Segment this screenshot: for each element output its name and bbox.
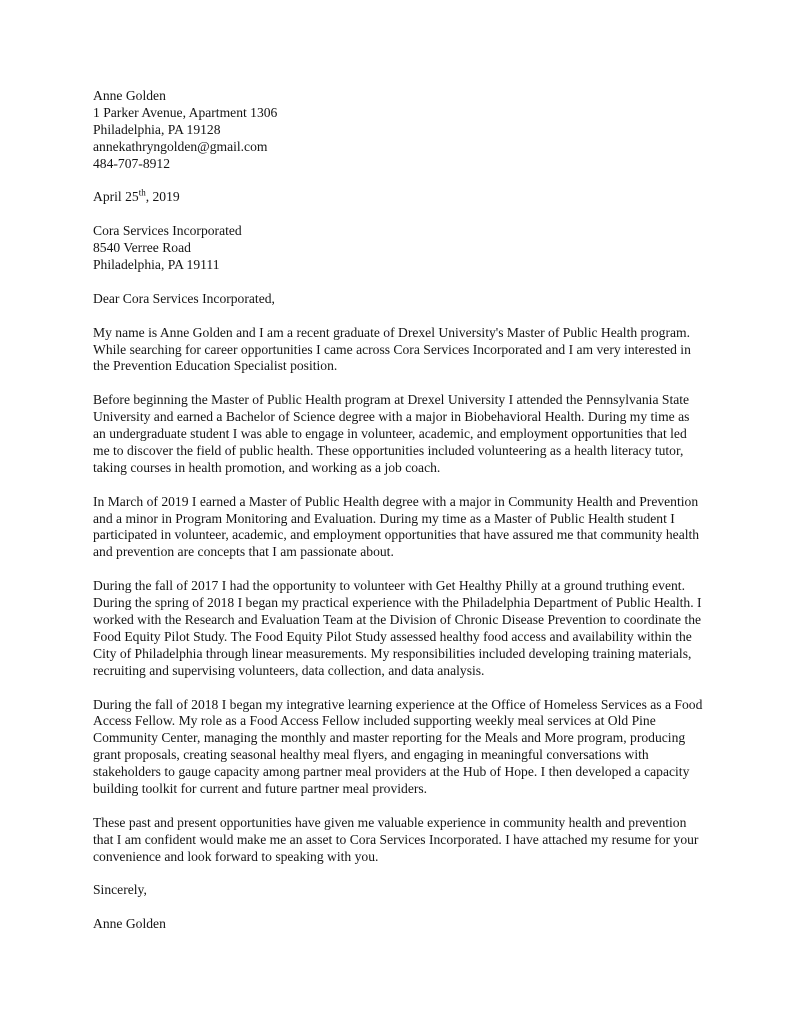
paragraph-fellowship: During the fall of 2018 I began my integrative learning experience at the Office of Homeless Services as a Food Access Fellow. My role as a Food Access Fellow included supporting weekly meal services at Old Pine Community Center, managing the monthly and master reporting for the Meals and More program, producing grant proposals, creating seasonal healthy meal flyers, and engaging in meaningful conversations with stakeholders to gauge capacity among partner meal providers at the Hub of Hope. I then developed a capacity building toolkit for current and future partner meal providers. (93, 696, 703, 797)
sender-address-line2: Philadelphia, PA 19128 (93, 121, 221, 137)
date-suffix: , 2019 (145, 189, 180, 205)
recipient-block (93, 223, 705, 274)
signature: Anne Golden (93, 916, 166, 932)
sender-phone: 484-707-8912 (93, 155, 171, 171)
paragraph-practical-experience: During the fall of 2017 I had the opportunity to volunteer with Get Healthy Philly at a ground truthing event. During the spring of 2018 I began my practical experience with the Philadelphia Department of Public Health. I worked with the Research and Evaluation Team at the Division of Chronic Disease Prevention to coordinate the Food Equity Pilot Study. The Food Equity Pilot Study assessed healthy food access and availability within the City of Philadelphia through linear measurements. My responsibilities included developing training materials, recruiting and supervising volunteers, data collection, and data analysis. (93, 578, 702, 678)
recipient-address-line1: 8540 Verree Road (93, 240, 191, 256)
paragraph-closing-summary: These past and present opportunities have given me valuable experience in community health and prevention that I am confident would make me an asset to Cora Services Incorporated. I have attached my resume for your convenience and look forward to speaking with you. (93, 814, 699, 864)
date-ordinal-superscript: th (138, 187, 146, 198)
sender-block (93, 88, 705, 173)
sender-email: annekathryngolden@gmail.com (93, 138, 268, 154)
paragraph-intro: My name is Anne Golden and I am a recent graduate of Drexel University's Master of Public Health program. While searching for career opportunities I came across Cora Services Incorporated and I am very interested in the Prevention Education Specialist position. (93, 324, 691, 374)
paragraph-undergrad: Before beginning the Master of Public Health program at Drexel University I attended the Pennsylvania State University and earned a Bachelor of Science degree with a major in Biobehavioral Health. During my time as an undergraduate student I was able to engage in volunteer, academic, and employment opportunities that led me to discover the field of public health. These opportunities included volunteering as a health literacy tutor, taking courses in health promotion, and working as a job coach. (93, 392, 690, 475)
recipient-address-line2: Philadelphia, PA 19111 (93, 257, 220, 273)
date-prefix: April 25 (93, 189, 139, 205)
salutation: Dear Cora Services Incorporated, (93, 290, 275, 306)
paragraph-masters: In March of 2019 I earned a Master of Public Health degree with a major in Community Health and Prevention and a minor in Program Monitoring and Evaluation. During my time as a Master of Public Health student I participated in volunteer, academic, and employment opportunities that have assured me that community health and prevention are concepts that I am passionate about. (93, 493, 700, 560)
date-line (93, 189, 705, 206)
letter-body (93, 88, 705, 933)
closing: Sincerely, (93, 882, 147, 898)
recipient-name: Cora Services Incorporated (93, 223, 242, 239)
sender-name: Anne Golden (93, 88, 166, 103)
sender-address-line1: 1 Parker Avenue, Apartment 1306 (93, 104, 278, 120)
